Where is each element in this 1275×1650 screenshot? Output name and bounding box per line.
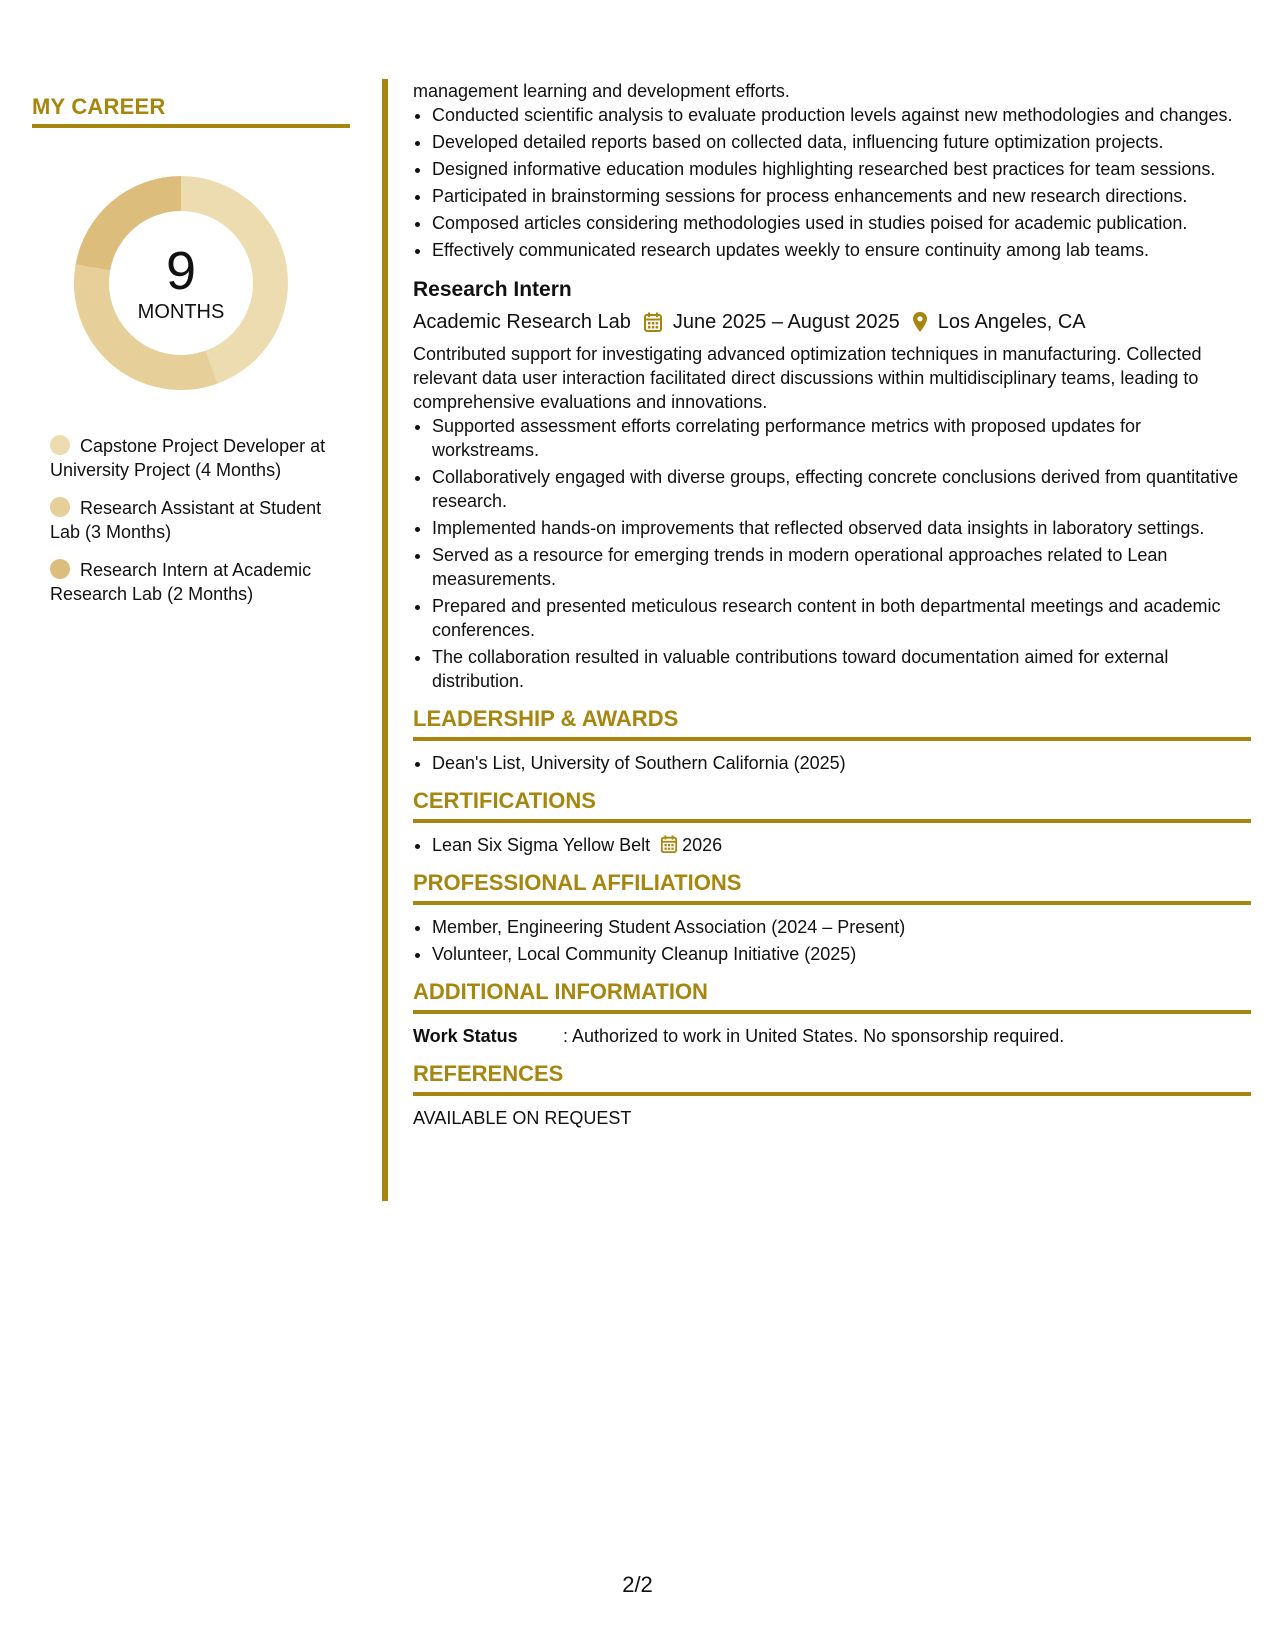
affiliations-list — [413, 915, 1251, 966]
work-status-row — [413, 1024, 1251, 1048]
career-legend — [50, 434, 350, 606]
job-dates: June 2025 – August 2025 — [672, 311, 900, 333]
certifications-section-title: CERTIFICATIONS — [413, 787, 1251, 823]
list-item: • Member, Engineering Student Association (2024 – Present) — [432, 915, 1251, 939]
certification-name: Lean Six Sigma Yellow Belt — [432, 835, 651, 855]
list-item: • The collaboration resulted in valuable contributions toward documentation aimed for external distribution. — [432, 645, 1251, 693]
list-item: • Dean's List, University of Southern California (2025) — [432, 751, 1251, 775]
map-pin-icon — [912, 311, 928, 333]
list-item: • Collaboratively engaged with diverse groups, effecting concrete conclusions derived from quantitative research. — [432, 465, 1251, 513]
work-status-label: Work Status — [413, 1026, 518, 1046]
page-number: 2/2 — [622, 1572, 653, 1597]
legend-label: Research Assistant at Student Lab (3 Months) — [50, 498, 322, 542]
job-title: Research Intern — [413, 278, 572, 301]
list-item: • Volunteer, Local Community Cleanup Initiative (2025) — [432, 942, 1251, 966]
job-company: Academic Research Lab — [413, 311, 631, 333]
legend-item — [50, 496, 350, 544]
leadership-section-title: LEADERSHIP & AWARDS — [413, 705, 1251, 741]
legend-label: Research Intern at Academic Research Lab (2 Months) — [50, 560, 312, 604]
list-item: • Participated in brainstorming sessions for process enhancements and new research directions. — [432, 184, 1251, 208]
affiliations-section-title: PROFESSIONAL AFFILIATIONS — [413, 869, 1251, 905]
work-status-value: : Authorized to work in United States. No sponsorship required. — [563, 1026, 1065, 1046]
main-content — [413, 79, 1251, 1130]
certification-year: 2026 — [682, 835, 723, 855]
legend-item — [50, 558, 350, 606]
legend-dot — [50, 497, 70, 517]
list-item — [432, 833, 1251, 857]
legend-item — [50, 434, 350, 482]
list-item: • Designed informative education modules highlighting researched best practices for team sessions. — [432, 157, 1251, 181]
leadership-list — [413, 751, 1251, 775]
job-meta — [413, 308, 1251, 336]
donut-total-value: 9 — [165, 240, 197, 301]
references-text: AVAILABLE ON REQUEST — [413, 1108, 632, 1128]
career-title: MY CAREER — [32, 94, 350, 128]
list-item: • Prepared and presented meticulous research content in both departmental meetings and academic conferences. — [432, 594, 1251, 642]
list-item: • Effectively communicated research updates weekly to ensure continuity among lab teams. — [432, 238, 1251, 262]
donut-total-unit: MONTHS — [137, 300, 225, 323]
additional-section-title: ADDITIONAL INFORMATION — [413, 978, 1251, 1014]
legend-dot — [50, 435, 70, 455]
legend-dot — [50, 559, 70, 579]
continued-text: management learning and development efforts. — [413, 81, 790, 101]
continued-bullet-list — [413, 103, 1251, 262]
legend-label: Capstone Project Developer at University Project (4 Months) — [50, 436, 326, 480]
calendar-icon — [643, 311, 663, 333]
column-divider — [382, 79, 388, 1201]
list-item: • Composed articles considering methodologies used in studies poised for academic publication. — [432, 211, 1251, 235]
job-location: Los Angeles, CA — [937, 311, 1086, 333]
career-donut-chart — [66, 168, 296, 398]
certifications-list — [413, 833, 1251, 857]
list-item: • Developed detailed reports based on collected data, influencing future optimization projects. — [432, 130, 1251, 154]
job-bullet-list — [413, 414, 1251, 693]
list-item: • Conducted scientific analysis to evaluate production levels against new methodologies and changes. — [432, 103, 1251, 127]
calendar-icon — [660, 834, 678, 854]
job-summary: Contributed support for investigating advanced optimization techniques in manufacturing. Collected relevant data user interaction facilitated direct discussions within multidisciplinary teams, leading to comprehensive evaluations and innovations. — [413, 344, 1202, 412]
list-item: • Served as a resource for emerging trends in modern operational approaches related to Lean measurements. — [432, 543, 1251, 591]
references-section-title: REFERENCES — [413, 1060, 1251, 1096]
list-item: • Supported assessment efforts correlating performance metrics with proposed updates for workstreams. — [432, 414, 1251, 462]
career-sidebar — [32, 94, 350, 620]
list-item: • Implemented hands-on improvements that reflected observed data insights in laboratory settings. — [432, 516, 1251, 540]
donut-center — [66, 168, 296, 398]
